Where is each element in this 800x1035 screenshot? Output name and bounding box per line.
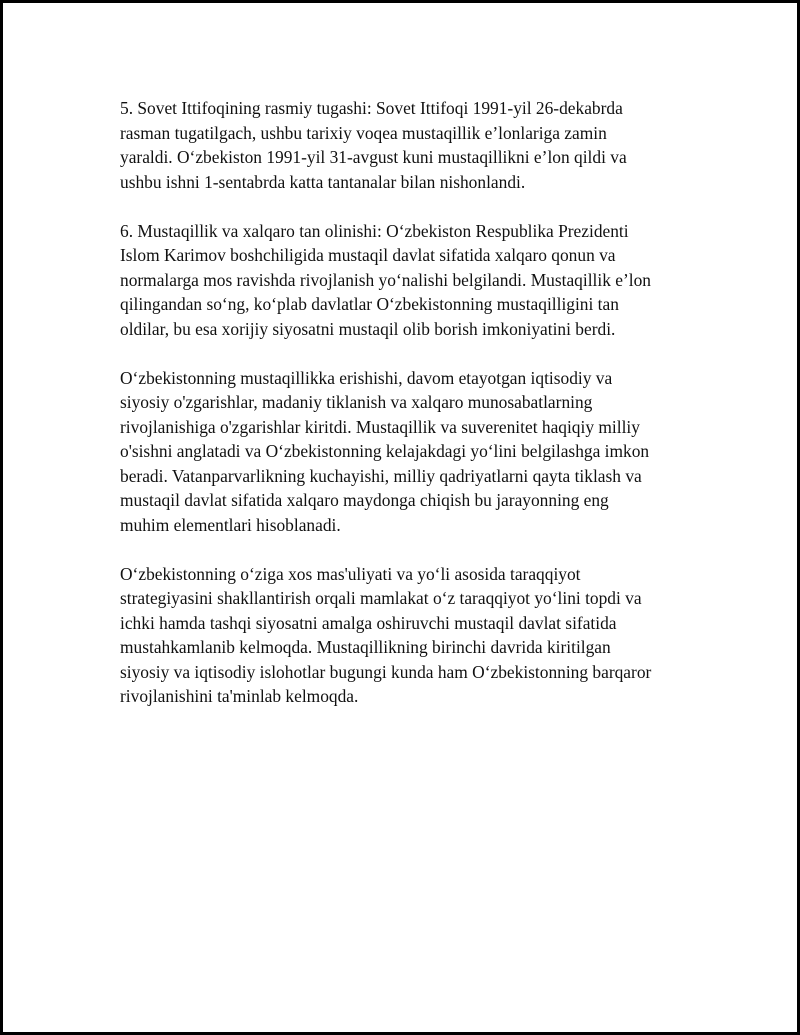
text-line: siyosiy va iqtisodiy islohotlar bugungi kunda ham O‘zbekistonning barqaror (120, 661, 652, 682)
text-line: muhim elementlari hisoblanadi. (120, 514, 341, 535)
text-line: rasman tugatilgach, ushbu tarixiy voqea mustaqillik e’lonlariga zamin (120, 122, 607, 143)
text-line: Islom Karimov boshchiligida mustaqil davlat sifatida xalqaro qonun va (120, 245, 616, 265)
paragraph-international-recognition (120, 219, 700, 342)
text-line: beradi. Vatanparvarlikning kuchayishi, milliy qadriyatlarni qayta tiklash va (120, 465, 642, 486)
text-line: qilingandan so‘ng, ko‘plab davlatlar O‘zbekistonning mustaqilligini tan (120, 294, 619, 314)
text-line: 5. Sovet Ittifoqining rasmiy tugashi: Sovet Ittifoqi 1991-yil 26-dekabrda (120, 98, 623, 118)
text-line: yaraldi. O‘zbekiston 1991-yil 31-avgust kuni mustaqillikni e’lon qildi va (120, 147, 627, 167)
text-line: o'sishni anglatadi va O‘zbekistonning kelajakdagi yo‘lini belgilashga imkon (120, 441, 650, 461)
text-line: rivojlanishini ta'minlab kelmoqda. (120, 686, 359, 706)
paragraph-soviet-dissolution (120, 96, 700, 194)
text-line: ushbu ishni 1-sentabrda katta tantanalar bilan nishonlandi. (120, 171, 526, 192)
text-line: oldilar, bu esa xorijiy siyosatni mustaqil olib borish imkoniyatini berdi. (120, 318, 616, 339)
text-line: mustahkamlanib kelmoqda. Mustaqillikning birinchi davrida kiritilgan (120, 637, 611, 657)
document-body (120, 96, 700, 733)
text-line: ichki hamda tashqi siyosatni amalga oshiruvchi mustaqil davlat sifatida (120, 612, 617, 633)
text-line: siyosiy o'zgarishlar, madaniy tiklanish va xalqaro munosabatlarning (120, 392, 593, 412)
paragraph-independence-achievement (120, 366, 700, 538)
text-line: O‘zbekistonning o‘ziga xos mas'uliyati va yo‘li asosida taraqqiyot (120, 563, 581, 584)
text-line: strategiyasini shakllantirish orqali mamlakat o‘z taraqqiyot yo‘lini topdi va (120, 588, 642, 608)
text-line: mustaqil davlat sifatida xalqaro maydonga chiqish bu jarayonning eng (120, 490, 609, 510)
text-line: normalarga mos ravishda rivojlanish yo‘nalishi belgilandi. Mustaqillik e’lon (120, 269, 651, 290)
text-line: 6. Mustaqillik va xalqaro tan olinishi: O‘zbekiston Respublika Prezidenti (120, 220, 629, 241)
text-line: rivojlanishiga o'zgarishlar kiritdi. Mustaqillik va suverenitet haqiqiy milliy (120, 416, 640, 437)
text-line: O‘zbekistonning mustaqillikka erishishi, davom etayotgan iqtisodiy va (120, 367, 613, 388)
paragraph-development-strategy (120, 562, 700, 709)
